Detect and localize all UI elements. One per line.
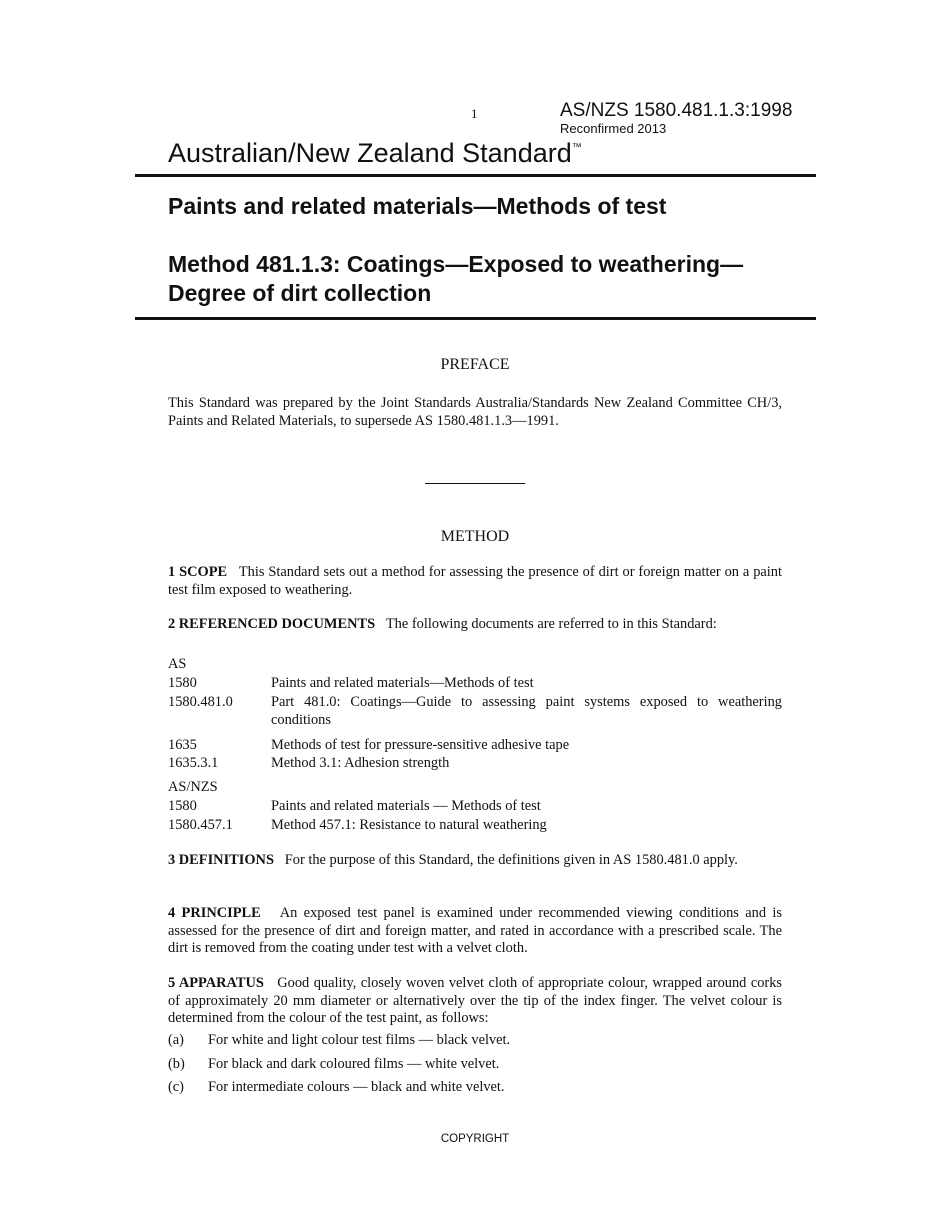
doc-title: Method 3.1: Adhesion strength (271, 755, 450, 771)
definitions-text: For the purpose of this Standard, the definitions given in AS 1580.481.0 apply. (284, 852, 738, 868)
group-heading-asnzs: AS/NZS (168, 779, 218, 795)
list-item-label: (a) (168, 1032, 184, 1048)
group-heading-as: AS (168, 656, 187, 672)
list-item-label: (c) (168, 1079, 184, 1095)
doc-title: Part 481.0: Coatings—Guide to assessing paint systems exposed to weathering conditions (271, 694, 782, 728)
apparatus-clause (168, 975, 782, 1028)
principle-text: An exposed test panel is examined under recommended viewing conditions and is assessed for the presence of dirt and foreign matter, and rated in accordance with a prescribed scale. The dirt is removed from the coating under test with a velvet cloth. (168, 905, 782, 956)
principle-label: 4 PRINCIPLE (168, 905, 261, 921)
standard-name (168, 138, 582, 169)
definitions-clause (168, 852, 782, 870)
copyright-footer: COPYRIGHT (440, 1133, 510, 1145)
list-item-text: For black and dark coloured films — white velvet. (208, 1056, 500, 1072)
principle-clause (168, 905, 782, 958)
top-rule (135, 174, 816, 177)
doc-code: 1635 (168, 737, 197, 753)
doc-title: Paints and related materials — Methods of test (271, 798, 541, 814)
doc-code: 1635.3.1 (168, 755, 219, 771)
referenced-label: 2 REFERENCED DOCUMENTS (168, 616, 376, 632)
apparatus-label: 5 APPARATUS (168, 975, 264, 991)
list-item-text: For white and light colour test films — black velvet. (208, 1032, 511, 1048)
document-title: Paints and related materials—Methods of test (168, 193, 667, 219)
title-bottom-rule (135, 317, 816, 320)
definitions-label: 3 DEFINITIONS (168, 852, 274, 868)
list-item-text: For intermediate colours — black and white velvet. (208, 1079, 505, 1095)
section-divider (425, 483, 525, 484)
standard-number: AS/NZS 1580.481.1.3:1998 (560, 100, 793, 121)
doc-code: 1580.457.1 (168, 817, 233, 833)
doc-code: 1580 (168, 675, 197, 691)
reconfirmed-note: Reconfirmed 2013 (560, 121, 667, 136)
preface-text: This Standard was prepared by the Joint Standards Australia/Standards New Zealand Committee CH/3, Paints and Related Materials, to supersede AS 1580.481.1.3—1991. (168, 395, 782, 429)
doc-code: 1580.481.0 (168, 694, 233, 710)
scope-label: 1 SCOPE (168, 564, 228, 580)
doc-title: Paints and related materials—Methods of test (271, 675, 534, 691)
referenced-text: The following documents are referred to in this Standard: (385, 616, 717, 632)
doc-code: 1580 (168, 798, 197, 814)
preface-heading: PREFACE (440, 356, 510, 373)
scope-clause (168, 564, 782, 599)
list-item-label: (b) (168, 1056, 185, 1072)
doc-title: Method 457.1: Resistance to natural weathering (271, 817, 547, 833)
standard-name-text: Australian/New Zealand Standard (168, 138, 572, 168)
referenced-documents-clause (168, 616, 782, 634)
method-title: Method 481.1.3: Coatings—Exposed to weathering—Degree of dirt collection (168, 251, 744, 306)
doc-title: Methods of test for pressure-sensitive adhesive tape (271, 737, 570, 753)
page-number: 1 (471, 106, 478, 121)
apparatus-text: Good quality, closely woven velvet cloth of appropriate colour, wrapped around corks of approximately 20 mm diameter or alternatively over the tip of the index finger. The velvet colour is determined from the colour of the test paint, as follows: (168, 975, 782, 1026)
trademark-symbol: ™ (571, 142, 582, 153)
method-heading: METHOD (440, 528, 510, 545)
scope-text: This Standard sets out a method for assessing the presence of dirt or foreign matter on a paint test film exposed to weathering. (168, 564, 782, 598)
